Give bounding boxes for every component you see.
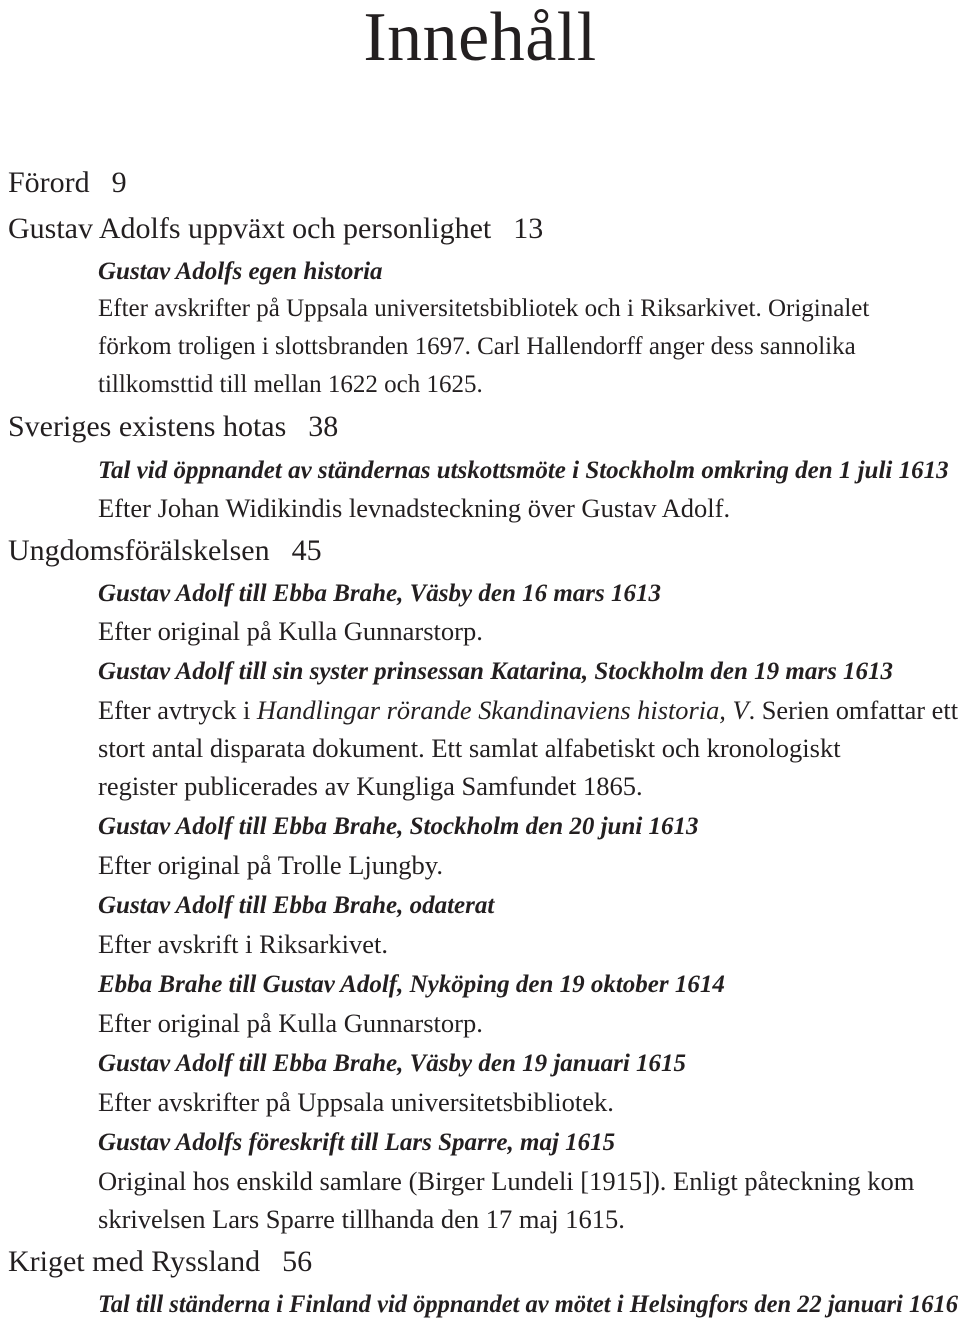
page-title: Innehåll [363, 0, 597, 76]
entry-title: Gustav Adolf till Ebba Brahe, Väsby den 19 januari 1615 [98, 1050, 687, 1077]
entry-title: Ebba Brahe till Gustav Adolf, Nyköping den 19 oktober 1614 [98, 971, 725, 998]
source-title: Handlingar rörande Skandinaviens historia, V [256, 695, 749, 725]
entry-text: Efter avskrift i Riksarkivet. [98, 929, 388, 959]
entry-text [98, 691, 959, 729]
chapter-page: 13 [513, 212, 544, 245]
entry-title: Gustav Adolf till Ebba Brahe, odaterat [98, 892, 495, 919]
chapter-ungdom [8, 533, 322, 569]
entry-text: Efter Johan Widikindis levnadsteckning över Gustav Adolf. [98, 493, 731, 523]
chapter-kriget [8, 1244, 312, 1280]
chapter-title: Kriget med Ryssland [8, 1245, 261, 1278]
entry-text: stort antal disparata dokument. Ett samlat alfabetiskt och kronologiskt [98, 733, 841, 763]
chapter-page: 9 [111, 166, 127, 199]
entry-text: förkom troligen i slottsbranden 1697. Carl Hallendorff anger dess sannolika [98, 333, 856, 360]
entry-text: Efter avskrifter på Uppsala universitetsbibliotek. [98, 1087, 614, 1117]
chapter-forord [8, 165, 127, 201]
entry-text: tillkomsttid till mellan 1622 och 1625. [98, 371, 483, 398]
entry-text: Original hos enskild samlare (Birger Lundeli [1915]). Enligt påteckning kom [98, 1166, 915, 1196]
chapter-page: 56 [282, 1245, 313, 1278]
entry-text-prefix: Efter avtryck i [98, 695, 257, 725]
chapter-title: Sveriges existens hotas [8, 410, 287, 443]
chapter-title: Förord [8, 166, 90, 199]
entry-title: Gustav Adolfs föreskrift till Lars Sparre, maj 1615 [98, 1129, 616, 1156]
entry-text: register publicerades av Kungliga Samfundet 1865. [98, 771, 643, 801]
chapter-title: Ungdomsförälskelsen [8, 534, 270, 567]
chapter-page: 45 [291, 534, 322, 567]
entry-text: Efter original på Kulla Gunnarstorp. [98, 1008, 483, 1038]
chapter-title: Gustav Adolfs uppväxt och personlighet [8, 212, 492, 245]
entry-title: Tal till ständerna i Finland vid öppnandet av mötet i Helsingfors den 22 januari 1616 [98, 1291, 958, 1318]
entry-title: Gustav Adolf till Ebba Brahe, Väsby den 16 mars 1613 [98, 580, 662, 607]
chapter-sveriges [8, 409, 338, 445]
chapter-page: 38 [308, 410, 339, 443]
entry-title: Gustav Adolfs egen historia [98, 258, 383, 285]
chapter-uppvaxt [8, 211, 543, 247]
entry-text: skrivelsen Lars Sparre tillhanda den 17 maj 1615. [98, 1204, 625, 1234]
entry-text-suffix: . Serien omfattar ett [748, 695, 959, 725]
entry-text: Efter original på Kulla Gunnarstorp. [98, 616, 483, 646]
entry-title: Tal vid öppnandet av ständernas utskottsmöte i Stockholm omkring den 1 juli 1613 [98, 457, 949, 484]
entry-text: Efter avskrifter på Uppsala universitetsbibliotek och i Riksarkivet. Originalet [98, 295, 870, 322]
entry-title: Gustav Adolf till Ebba Brahe, Stockholm den 20 juni 1613 [98, 813, 699, 840]
entry-text: Efter original på Trolle Ljungby. [98, 850, 443, 880]
entry-title: Gustav Adolf till sin syster prinsessan Katarina, Stockholm den 19 mars 1613 [98, 658, 894, 685]
